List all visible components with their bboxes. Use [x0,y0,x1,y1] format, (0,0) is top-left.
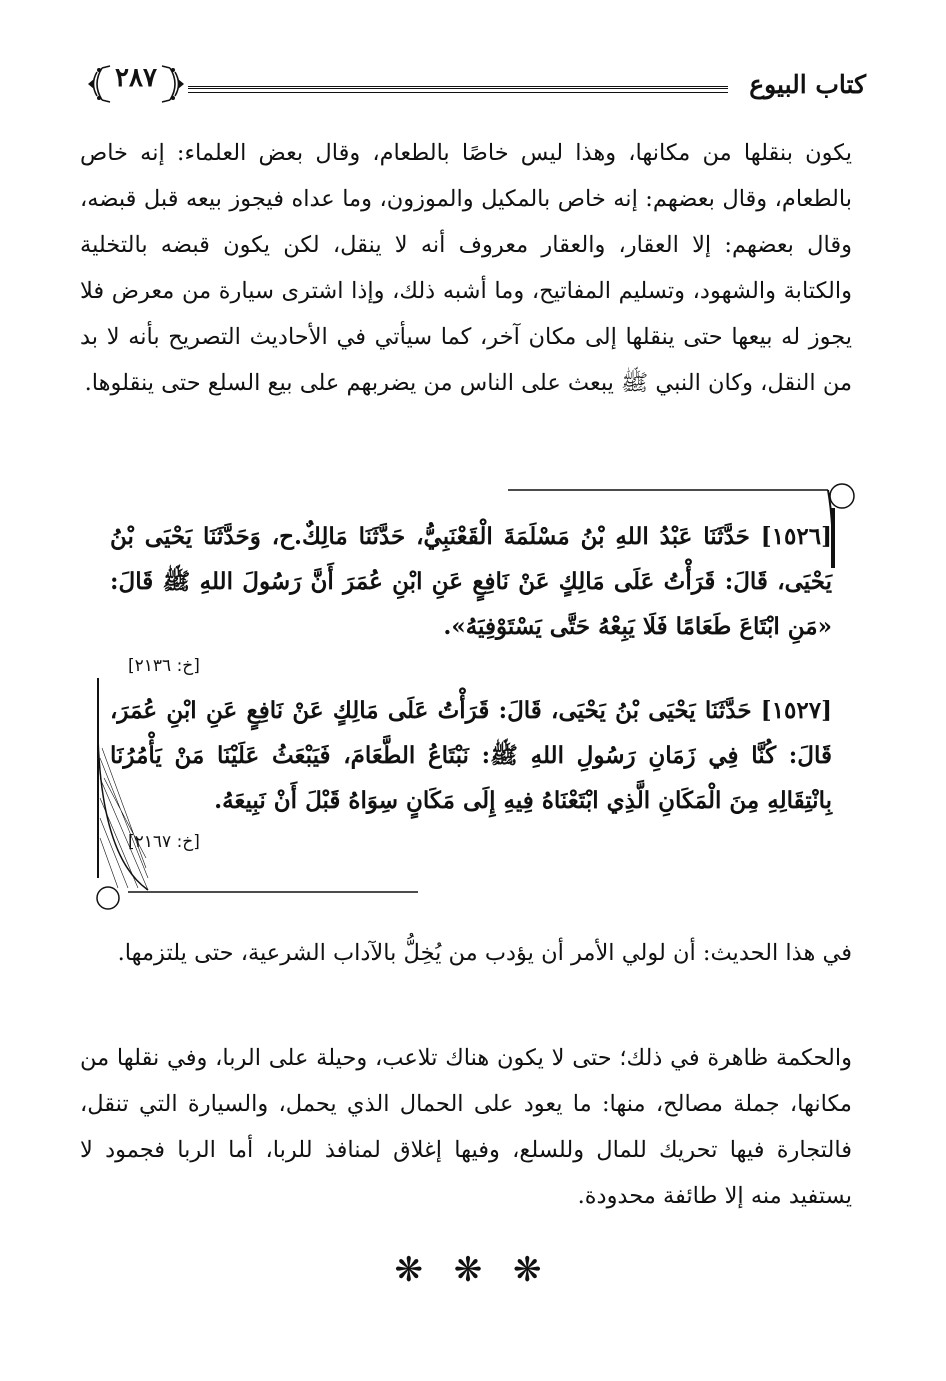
section-end-ornament: ❋ ❋ ❋ [394,1250,552,1290]
hadith-1527-reference: [خ: ٢١٦٧] [128,832,200,852]
running-title: كتاب البيوع [749,70,866,99]
page-number: ٢٨٧ [115,63,157,93]
commentary-paragraph: يكون بنقلها من مكانها، وهذا ليس خاصًا بالطعام، وقال بعض العلماء: إنه خاص بالطعام، وقال بعضهم: إنه خاص بالمكيل والموزون، وما عداه فيجوز بيعه قبل قبضه، وقال بعضهم: إلا العقار، والعقار معروف أنه لا ينقل، لكن يكون قبضه بالتخلية والكتابة والشهود، وتسليم المفاتيح، وما أشبه ذلك، وإذا اشترى سيارة من معرض فلا يجوز له بيعها حتى ينقلها إلى مكان آخر، كما سيأتي في الأحاديث التصريح بأنه لا بد من النقل، وكان النبي ﷺ يبعث على الناس من يضربهم على بيع السلع حتى ينقلوها. [80,140,852,396]
hadith-1526-reference: [خ: ٢١٣٦] [128,656,200,676]
header-rule [188,86,728,93]
hadith-1527: [١٥٢٧] حَدَّثَنَا يَحْيَى بْنُ يَحْيَى، قَالَ: قَرَأْتُ عَلَى مَالِكٍ عَنْ نَافِعٍ عَنِ ابْنِ عُمَرَ، قَالَ: كُنَّا فِي زَمَانِ رَسُولِ اللهِ ﷺ: نَبْتَاعُ الطَّعَامَ، فَيَبْعَثُ عَلَيْنَا مَنْ يَأْمُرُنَا بِانْتِقَالِهِ مِنَ الْمَكَانِ الَّذِي ابْتَعْنَاهُ فِيهِ إِلَى مَكَانٍ سِوَاهُ قَبْلَ أَنْ نَبِيعَهُ. [110,697,832,814]
commentary-paragraph: في هذا الحديث: أن لولي الأمر أن يؤدب من يُخِلُّ بالآداب الشرعية، حتى يلتزمها. [117,940,852,966]
hadith-1526: [١٥٢٦] حَدَّثَنَا عَبْدُ اللهِ بْنُ مَسْلَمَةَ الْقَعْنَبِيُّ، حَدَّثَنَا مَالِكٌ.ح، وَحَدَّثَنَا يَحْيَى بْنُ يَحْيَى، قَالَ: قَرَأْتُ عَلَى مَالِكٍ عَنْ نَافِعٍ عَنِ ابْنِ عُمَرَ أَنَّ رَسُولَ اللهِ ﷺ قَالَ: «مَنِ ابْتَاعَ طَعَامًا فَلَا يَبِعْهُ حَتَّى يَسْتَوْفِيَهُ». [110,523,832,640]
page-header [80,58,866,118]
commentary-paragraph: والحكمة ظاهرة في ذلك؛ حتى لا يكون هناك تلاعب، وحيلة على الربا، وفي نقلها من مكانها، جملة مصالح، منها: ما يعود على الحمال الذي يحمل، والسيارة التي تنقل، فالتجارة فيها تحريك للمال وللسلع، وفيها إغلاق لمنافذ للربا، أما الربا فجمود لا يستفيد منه إلا طائفة محدودة. [80,1045,852,1209]
